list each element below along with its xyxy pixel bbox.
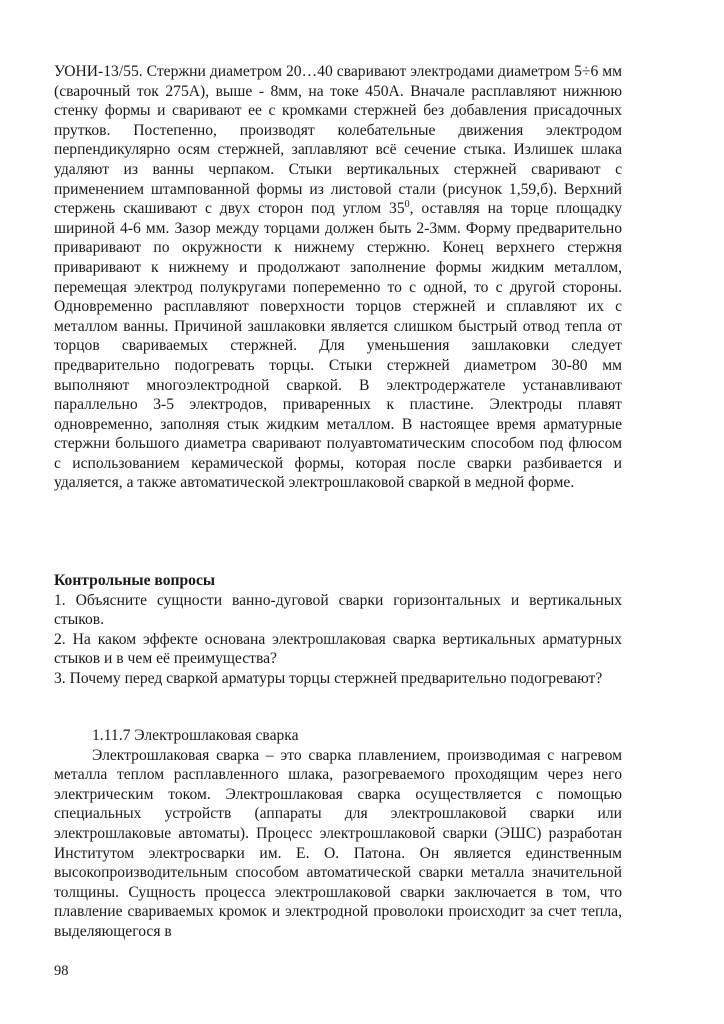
section-paragraph: Электрошлаковая сварка – это сварка плавлением, производимая с нагревом металла теплом расплавленного шлака, разогреваемого проходящим через него электрическим током. Электрошлаковая сварка осуществляется с помощью специальных устройств (аппараты для электрошлаковой сварки или электрошлаковые автоматы). Процесс электрошлаковой сварки (ЭШС) разработан Институтом электросварки им. Е. О. Патона. Он является единственным высокопроизводительным способом автоматической сварки металла значительной толщины. Сущность процесса электрошлаковой сварки заключается в том, что плавление свариваемых кромок и электродной проволоки происходит за счет тепла, выделяющегося в xyxy=(54,746,622,940)
questions-heading: Контрольные вопросы xyxy=(54,572,216,589)
control-questions-section xyxy=(54,571,622,689)
electroslag-section xyxy=(54,726,622,942)
body-paragraph-welding-rods xyxy=(54,62,622,493)
question-item: 3. Почему перед сваркой арматуры торцы стержней предварительно подогревают? xyxy=(54,669,603,687)
paragraph-text-part-1: УОНИ-13/55. Стержни диаметром 20…40 сваривают электродами диаметром 5÷6 мм (сварочный ток 275А), выше - 8мм, на токе 450А. Вначале расплавляют нижнюю стенку формы и сваривают ее с кромками стержней без добавления присадочных прутков. Постепенно, производят колебательные движения электродом перпендикулярно осям стержней, заплавляют всё сечение стыка. Излишек шлака удаляют из ванны черпаком. Стыки вертикальных стержней сваривают с применением штампованной формы из листовой стали (рисунок 1,59,б). Верхний стержень скашивают с двух сторон под углом 35 xyxy=(54,63,622,218)
question-item: 2. На каком эффекте основана электрошлаковая сварка вертикальных арматурных стыков и в чем её преимущества? xyxy=(54,630,622,668)
question-item: 1. Объясните сущности ванно-дуговой сварки горизонтальных и вертикальных стыков. xyxy=(54,591,622,629)
paragraph-text-part-2: , оставляя на торце площадку шириной 4-6 мм. Зазор между торцами должен быть 2-3мм. Форму предварительно приваривают по окружности к нижнему стержню. Конец верхнего стержня приваривают к нижнему и продолжают заполнение формы жидким металлом, перемещая электрод полукругами попеременно то с одной, то с другой стороны. Одновременно расплавляют поверхности торцов стержней и сплавляют их с металлом ванны. Причиной зашлаковки является слишком быстрый отвод тепла от торцов свариваемых стержней. Для уменьшения зашлаковки следует предварительно подогревать торцы. Стыки стержней диаметром 30-80 мм выполняют многоэлектродной сваркой. В электродержателе устанавливают параллельно 3-5 электродов, приваренных к пластине. Электроды плавят одновременно, заполняя стык жидким металлом. В настоящее время арматурные стержни большого диаметра сваривают полуавтоматическим способом под флюсом с использованием керамической формы, которая после сварки разбивается и удаляется, а также автоматической электрошлаковой сваркой в медной форме. xyxy=(54,200,622,492)
page-number: 98 xyxy=(54,963,69,979)
degree-superscript: 0 xyxy=(404,198,410,210)
paragraph-text xyxy=(54,62,622,493)
section-title: 1.11.7 Электрошлаковая сварка xyxy=(92,727,299,744)
